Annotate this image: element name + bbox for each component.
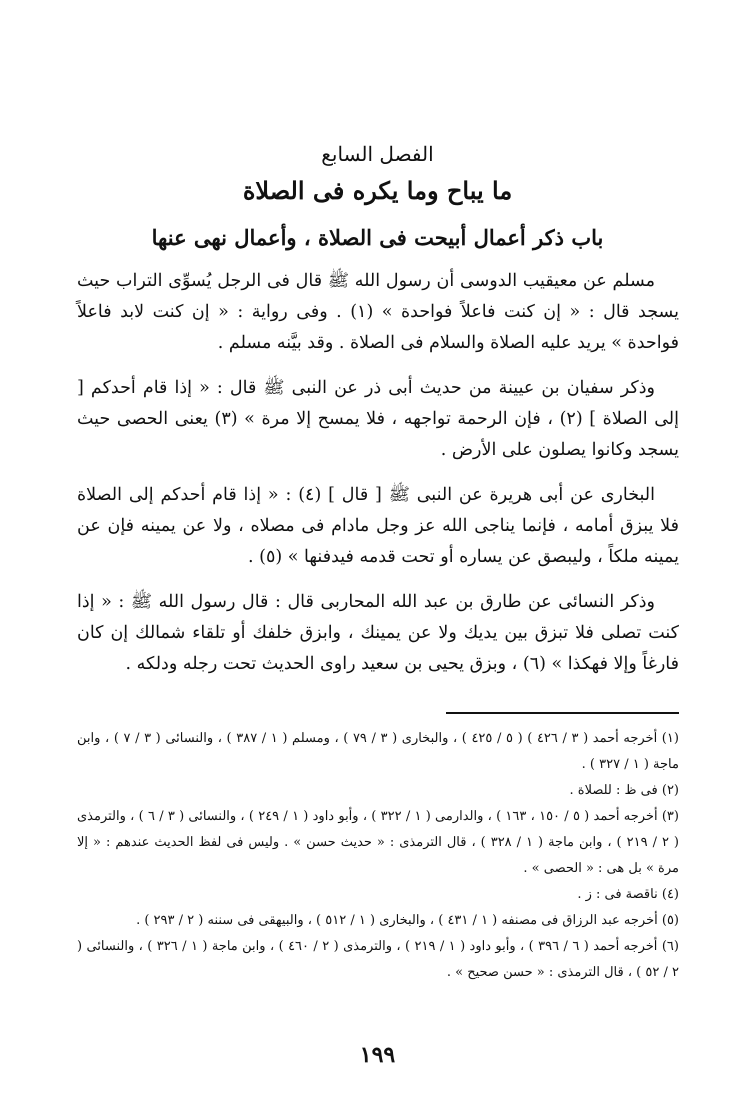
footnote-6: (٦) أخرجه أحمد ( ٦ / ٣٩٦ ) ، وأبو داود ( ١ / ٢١٩ ) ، والترمذى ( ٢ / ٤٦٠ ) ، وابن ماجة ( ١ / ٣٢٦ ) ، والنسائى ( ٢ / ٥٢ ) ، قال الترمذى : « حسن صحيح » .: [77, 939, 679, 980]
footnote-5: (٥) أخرجه عبد الرزاق فى مصنفه ( ١ / ٤٣١ ) ، والبخارى ( ١ / ٥١٢ ) ، والبيهقى فى سننه ( ٢ / ٢٩٣ ) .: [136, 913, 679, 928]
paragraph-1: مسلم عن معيقيب الدوسى أن رسول الله ﷺ قال فى الرجل يُسوِّى التراب حيث يسجد قال : « إن كنت فاعلاً فواحدة » (١) . وفى رواية : « إن كنت لابد فاعلاً فواحدة » يريد عليه الصلاة والسلام فى الصلاة . وقد بيَّنه مسلم .: [77, 271, 679, 353]
footnote-divider: [446, 712, 679, 714]
footnote-1: (١) أخرجه أحمد ( ٣ / ٤٢٦ ) ( ٥ / ٤٢٥ ) ، والبخارى ( ٣ / ٧٩ ) ، ومسلم ( ١ / ٣٨٧ ) ، والنسائى ( ٣ / ٧ ) ، وابن ماجة ( ١ / ٣٢٧ ) .: [77, 731, 679, 772]
page-title: ما يباح وما يكره فى الصلاة: [242, 176, 513, 205]
footnote-4: (٤) ناقصة فى : ز .: [577, 887, 679, 902]
section-heading: باب ذكر أعمال أبيحت فى الصلاة ، وأعمال نهى عنها: [151, 225, 604, 250]
paragraph-4: وذكر النسائى عن طارق بن عبد الله المحاربى قال : قال رسول الله ﷺ : « إذا كنت تصلى فلا تبزق بين يديك ولا عن يمينك ، وابزق خلفك أو تلقاء شمالك إن كان فارغاً وإلا فهكذا » (٦) ، وبزق يحيى بن سعيد راوى الحديث تحت رجله ودلكه .: [77, 592, 679, 674]
paragraph-3: البخارى عن أبى هريرة عن النبى ﷺ [ قال ] (٤) : « إذا قام أحدكم إلى الصلاة فلا يبزق أمامه ، فإنما يناجى الله عز وجل مادام فى مصلاه ، ولا عن يمينه فإن عن يمينه ملكاً ، وليبصق عن يساره أو تحت قدمه فيدفنها » (٥) .: [77, 485, 679, 567]
paragraph-2: وذكر سفيان بن عيينة من حديث أبى ذر عن النبى ﷺ قال : « إذا قام أحدكم [ إلى الصلاة ] (٢) ، فإن الرحمة تواجهه ، فلا يمسح إلا مرة » (٣) يعنى الحصى حيث يسجد وكانوا يصلون على الأرض .: [77, 378, 680, 460]
footnote-3: (٣) أخرجه أحمد ( ٥ / ١٥٠ ، ١٦٣ ) ، والدارمى ( ١ / ٣٢٢ ) ، وأبو داود ( ١ / ٢٤٩ ) ، والنسائى ( ٣ / ٦ ) ، والترمذى ( ٢ / ٢١٩ ) ، وابن ماجة ( ١ / ٣٢٨ ) ، قال الترمذى : « حديث حسن » . وليس فى لفظ الحديث عندهم : « إلا مرة » بل هى : « الحصى » .: [77, 809, 679, 876]
main-text: [77, 266, 679, 694]
footnote-2: (٢) فى ظ : للصلاة .: [569, 783, 679, 798]
chapter-heading: الفصل السابع: [321, 142, 434, 166]
footnotes: [77, 726, 679, 986]
page-number: ١٩٩: [359, 1042, 396, 1068]
